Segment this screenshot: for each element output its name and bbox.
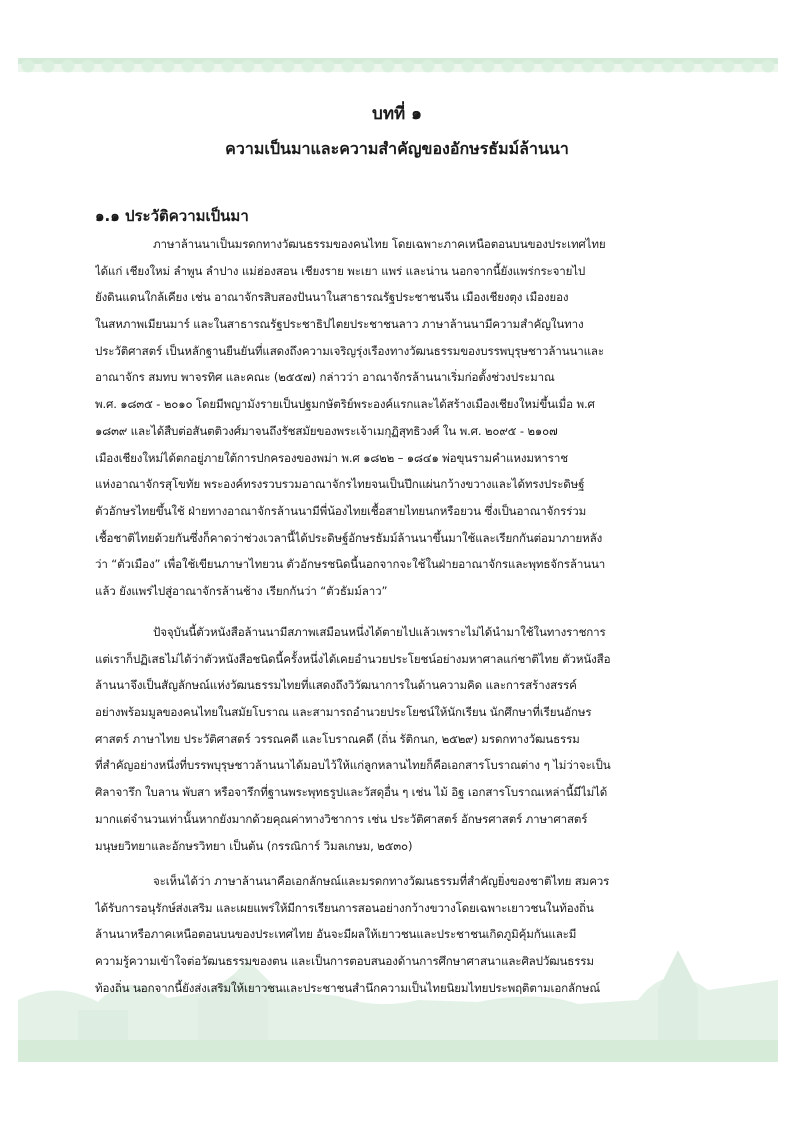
- paragraph-line: ในสหภาพเมียนมาร์ และในสาธารณรัฐประชาธิปไตยประชาชนลาว ภาษาล้านนามีความสำคัญในทาง: [95, 317, 584, 332]
- chapter-title: บทที่ ๑: [372, 104, 422, 124]
- paragraph-line: ปัจจุบันนี้ตัวหนังสือล้านนามีสภาพเสมือนหนึ่งได้ตายไปแล้วเพราะไม่ได้นำมาใช้ในทางราชการ: [153, 625, 606, 639]
- paragraph-3: [95, 868, 699, 1001]
- paragraph-line: แห่งอาณาจักรสุโขทัย พระองค์ทรงรวบรวมอาณาจักรไทยจนเป็นปึกแผ่นกว้างขวางและได้ทรงประดิษฐ์: [95, 477, 585, 492]
- paragraph-line: ล้านนาหรือภาคเหนือตอนบนของประเทศไทย อันจะมีผลให้เยาวชนและประชาชนเกิดภูมิคุ้มกันและมี: [95, 927, 577, 942]
- paragraph-line: ว่า “ตัวเมือง” เพื่อใช้เขียนภาษาไทยวน ตัวอักษรชนิดนี้นอกจากจะใช้ในฝ่ายอาณาจักรและพุทธจักรล้านนา: [95, 557, 606, 572]
- paragraph-line: ภาษาล้านนาเป็นมรดกทางวัฒนธรรมของคนไทย โดยเฉพาะภาคเหนือตอนบนของประเทศไทย: [153, 237, 606, 251]
- paragraph-line: มากแต่จำนวนเท่านั้นหากยังมากด้วยคุณค่าทางวิชาการ เช่น ประวัติศาสตร์ อักษรศาสตร์ ภาษาศาสตร์: [95, 811, 588, 826]
- paragraph-line: ความรู้ความเข้าใจต่อวัฒนธรรมของตน และเป็นการตอบสนองด้านการศึกษาศาสนาและศิลปวัฒนธรรม: [95, 954, 594, 969]
- paragraph-line: ศิลาจารึก ใบลาน พับสา หรือจารึกที่ฐานพระพุทธรูปและวัสดุอื่น ๆ เช่น ไม้ อิฐ เอกสารโบราณเหล่านี้มีไม่ได้: [95, 785, 608, 800]
- paragraph-line: ได้รับการอนุรักษ์ส่งเสริม และเผยแพร่ให้มีการเรียนการสอนอย่างกว้างขวางโดยเฉพาะเยาวชนในท้องถิ่น: [95, 900, 594, 915]
- paragraph-2: [95, 619, 699, 859]
- paragraph-line: ศาสตร์ ภาษาไทย ประวัติศาสตร์ วรรณคดี และโบราณคดี (ถิ่น รัติกนก, ๒๕๒๙) มรดกทางวัฒนธรรม: [95, 731, 580, 746]
- paragraph-line: แต่เราก็ปฏิเสธไม่ได้ว่าตัวหนังสือชนิดนี้ครั้งหนึ่งได้เคยอำนวยประโยชน์อย่างมหาศาลแก่ชาติไทย ตัวหนังสือ: [95, 651, 611, 666]
- paragraph-line: ได้แก่ เชียงใหม่ ลำพูน ลำปาง แม่ฮ่องสอน เชียงราย พะเยา แพร่ และน่าน นอกจากนี้ยังแพร่กระจายไป: [95, 263, 586, 278]
- paragraph-line: ตัวอักษรไทยขึ้นใช้ ฝ่ายทางอาณาจักรล้านนามีพี่น้องไทยเชื้อสายไทยนกหรือยวน ซึ่งเป็นอาณาจักรร่วม: [95, 503, 587, 518]
- paragraph-line: อย่างพร้อมมูลของคนไทยในสมัยโบราณ และสามารถอำนวยประโยชน์ให้นักเรียน นักศึกษาที่เรียนอักษร: [95, 705, 592, 720]
- paragraph-line: ท้องถิ่น นอกจากนี้ยังส่งเสริมให้เยาวชนและประชาชนสำนึกความเป็นไทยนิยมไทยประพฤติตามเอกลักษณ์: [95, 980, 600, 995]
- paragraph-line: ประวัติศาสตร์ เป็นหลักฐานยืนยันที่แสดงถึงความเจริญรุ่งเรืองทางวัฒนธรรมของบรรพบุรุษชาวล้านนาและ: [95, 343, 604, 358]
- chapter-subtitle: ความเป็นมาและความสำคัญของอักษรธัมม์ล้านนา: [225, 139, 569, 158]
- paragraph-line: จะเห็นได้ว่า ภาษาล้านนาคือเอกลักษณ์และมรดกทางวัฒนธรรมที่สำคัญยิ่งของชาติไทย สมควร: [153, 874, 610, 888]
- paragraph-line: มนุษยวิทยาและอักษรวิทยา เป็นต้น (กรรณิการ์ วิมลเกษม, ๒๕๓๐): [95, 838, 413, 853]
- paragraph-line: ที่สำคัญอย่างหนึ่งที่บรรพบุรุษชาวล้านนาได้มอบไว้ให้แก่ลูกหลานไทยก็คือเอกสารโบราณต่าง ๆ ไม่ว่าจะเป็น: [95, 758, 611, 773]
- decorative-top-border: [18, 58, 778, 88]
- paragraph-line: ๑๘๓๙ และได้สืบต่อสันตติวงศ์มาจนถึงรัชสมัยของพระเจ้าเมกุฏิสุทธิวงศ์ ใน พ.ศ. ๒๐๙๕ - ๒๑๐๗: [95, 423, 558, 438]
- paragraph-line: ยังดินแดนใกล้เคียง เช่น อาณาจักรสิบสองปันนาในสาธารณรัฐประชาชนจีน เมืองเชียงตุง เมืองยอง: [95, 290, 569, 305]
- section-heading: ๑.๑ ประวัติความเป็นมา: [95, 207, 249, 225]
- paragraph-line: ล้านนาจึงเป็นสัญลักษณ์แห่งวัฒนธรรมไทยที่แสดงถึงวิวัฒนาการในด้านความคิด และการสร้างสรรค์: [95, 678, 577, 693]
- decorative-bottom-band: [18, 1040, 778, 1062]
- paragraph-line: อาณาจักร สมทบ พาจรทิศ และคณะ (๒๕๕๗) กล่าวว่า อาณาจักรล้านนาเริ่มก่อตั้งช่วงประมาณ: [95, 370, 555, 385]
- paragraph-line: พ.ศ. ๑๘๓๕ - ๒๐๑๐ โดยมีพญามังรายเป็นปฐมกษัตริย์พระองค์แรกและได้สร้างเมืองเชียงใหม่ขึ้นเมื่อ พ.ศ: [95, 397, 595, 412]
- paragraph-line: เชื้อชาติไทยด้วยกันซึ่งก็คาดว่าช่วงเวลานี้ได้ประดิษฐ์อักษรธัมม์ล้านนาขึ้นมาใช้และเรียกกันต่อมาภายหลัง: [95, 530, 603, 545]
- paragraph-line: แล้ว ยังแพร่ไปสู่อาณาจักรล้านช้าง เรียกกันว่า “ตัวธัมม์ลาว”: [95, 583, 388, 598]
- paragraph-1: [95, 231, 699, 605]
- paragraph-line: เมืองเชียงใหม่ได้ตกอยู่ภายใต้การปกครองของพม่า พ.ศ ๑๘๒๒ – ๑๘๔๑ พ่อขุนรามคำแหงมหาราช: [95, 450, 568, 465]
